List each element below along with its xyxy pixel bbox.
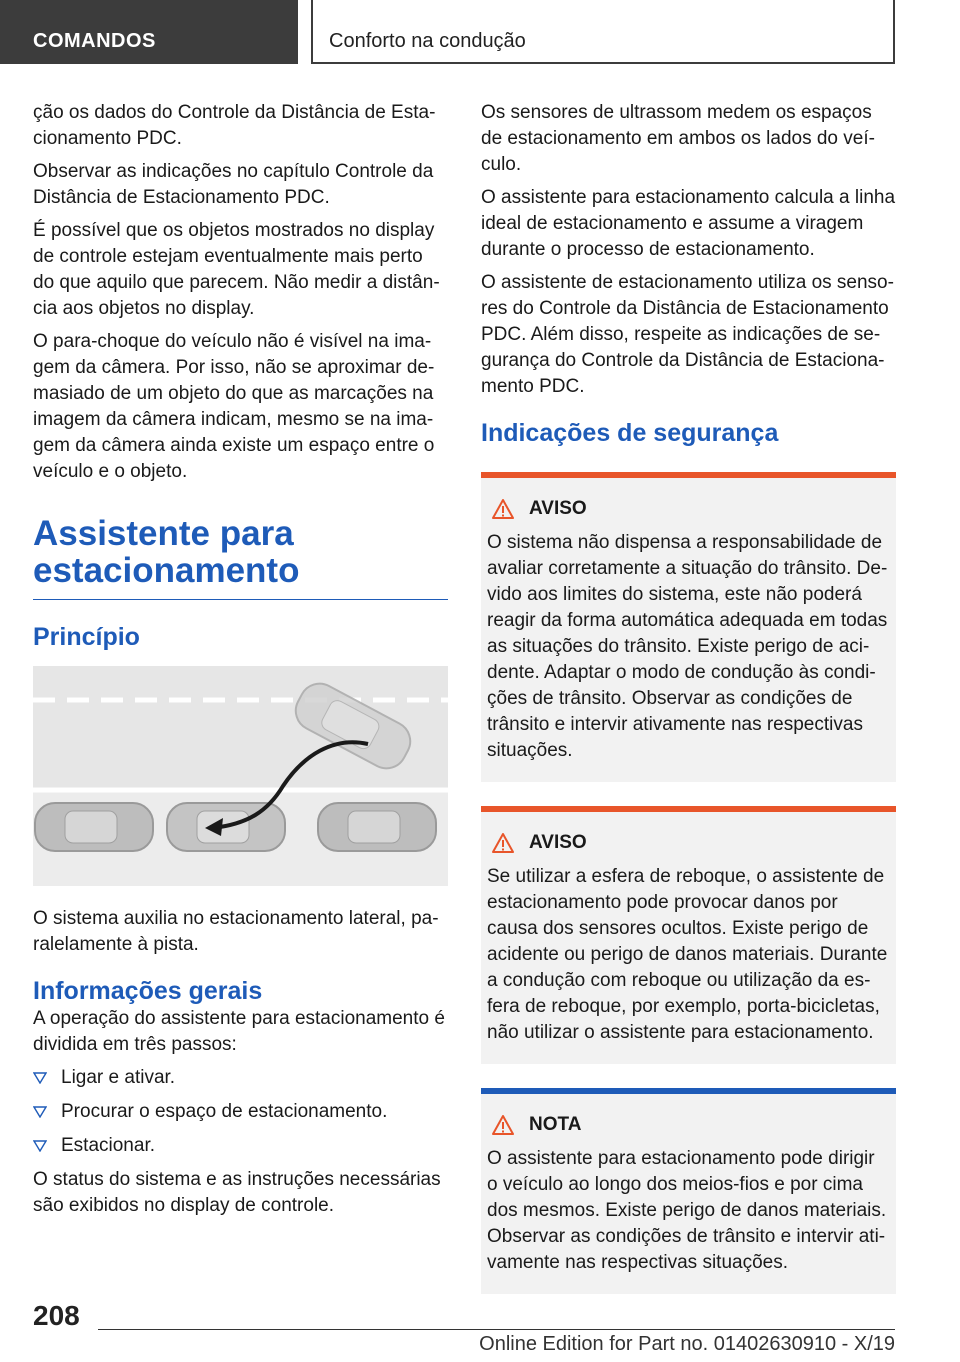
warning-triangle-icon [491,832,515,854]
subheading-principle: Princípio [33,623,140,651]
list-item-text: Ligar e ativar. [61,1067,176,1088]
paragraph: O assistente para estacionamento calcula a linha ideal de estacionamento e assume a viragem durante o processo de estacionamento. [481,187,896,260]
right-column [481,100,896,1294]
warning-label: AVISO [529,832,587,853]
warning-box [481,472,896,782]
list-item [33,1065,448,1091]
footer-divider [98,1329,895,1330]
chapter-tab: Conforto na condução [311,0,895,64]
warning-box [481,806,896,1064]
warning-title [491,830,888,856]
parked-car-right [318,803,436,851]
warning-triangle-icon [491,1114,515,1136]
steps-list [33,1065,448,1159]
left-column [33,100,448,1226]
paragraph: ção os dados do Controle da Distância de Estacionamento PDC. [33,102,436,149]
triangle-bullet-icon [33,1140,47,1152]
note-title [491,1112,888,1138]
note-label: NOTA [529,1114,582,1135]
warning-text: Se utilizar a esfera de reboque, o assistente de estacionamento pode provocar danos por causa dos sensores ocultos. Existe perigo de acidente ou perigo de danos materiais. Durante a condução com reboque ou utilização da esfera de reboque, por exemplo, porta-bicicletas, não utilizar o assistente para estacionamento. [487,866,888,1043]
note-text: O assistente para estacionamento pode dirigir o veículo ao longo dos meios-fios e por cima dos mesmos. Existe perigo de danos materiais. Observar as condições de trânsito e intervir ativamente nas respectivas situações. [487,1148,887,1273]
subheading-general: Informações gerais [33,977,263,1005]
parked-car-left [35,803,153,851]
warning-text: O sistema não dispensa a responsabilidade de avaliar corretamente a situação do trânsito. Devido aos limites do sistema, este não poderá reagir da forma automática adequada em todas as situações do trânsito. Existe perigo de acidente. Adaptar o modo de condução às condições de trânsito. Observar as condições de trânsito e intervir ativamente nas respectivas situações. [487,532,888,761]
list-item [33,1099,448,1125]
triangle-bullet-icon [33,1106,47,1118]
warning-triangle-icon [491,498,515,520]
section-heading: Assistente para estacionamento [33,515,448,600]
paragraph: Os sensores de ultrassom medem os espaços de estacionamento em ambos os lados do veículo. [481,102,875,175]
parking-diagram [33,666,448,886]
warning-label: AVISO [529,498,587,519]
paragraph: O status do sistema e as instruções necessárias são exibidos no display de controle. [33,1169,441,1216]
triangle-bullet-icon [33,1072,47,1084]
paragraph: A operação do assistente para estacionamento é dividida em três passos: [33,1008,445,1055]
paragraph: É possível que os objetos mostrados no display de controle estejam eventualmente mais perto do que aquilo que parecem. Não medir a distância aos objetos no display. [33,220,440,319]
page-number: 208 [33,1300,80,1331]
section-tab: COMANDOS [0,0,298,64]
paragraph: Observar as indicações no capítulo Controle da Distância de Estacionamento PDC. [33,161,434,208]
warning-title [491,496,888,522]
list-item-text: Estacionar. [61,1135,155,1156]
list-item-text: Procurar o espaço de estacionamento. [61,1101,388,1122]
note-box [481,1088,896,1294]
footer-edition: Online Edition for Part no. 01402630910 - X/19 [479,1333,895,1355]
paragraph: O para-choque do veículo não é visível na imagem da câmera. Por isso, não se aproximar demasiado de um objeto do que as marcações na imagem da câmera indicam, mesmo se na imagem da câmera ainda existe um espaço entre o veículo e o objeto. [33,331,435,482]
list-item [33,1133,448,1159]
paragraph: O assistente de estacionamento utiliza os sensores do Controle da Distância de Estacionamento PDC. Além disso, respeite as indicações de segurança do Controle da Distância de Estacionamento PDC. [481,272,894,397]
diagram-caption: O sistema auxilia no estacionamento lateral, paralelamente à pista. [33,908,439,955]
subheading-safety: Indicações de segurança [481,419,779,447]
